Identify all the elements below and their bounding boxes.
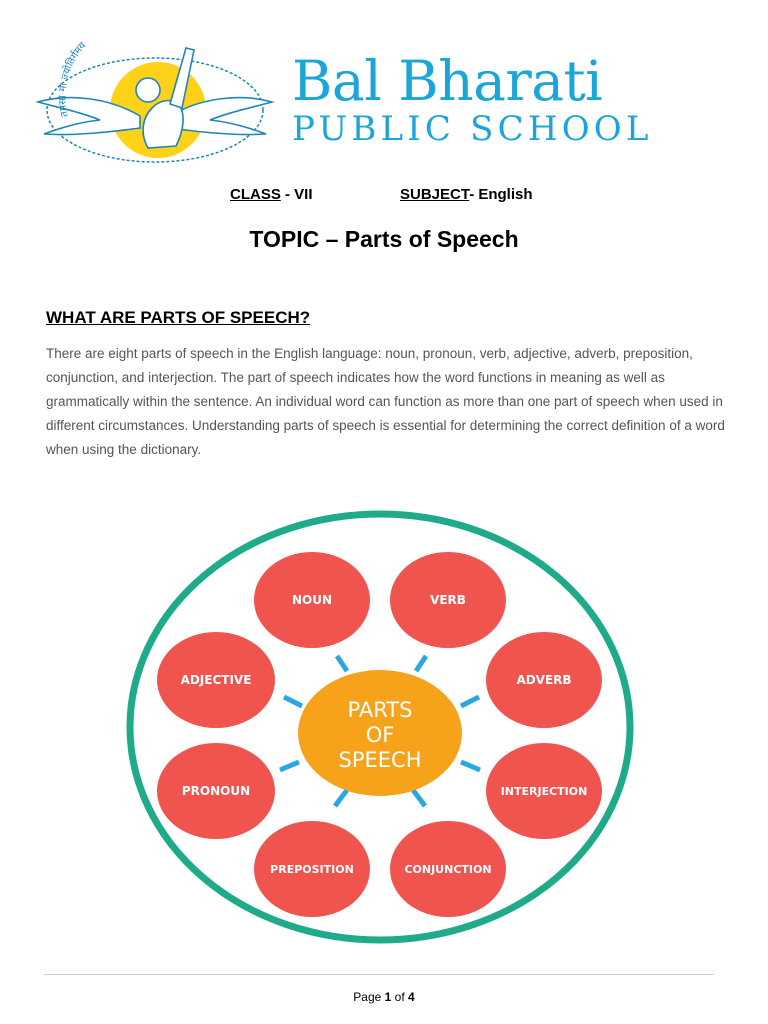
school-subtitle: PUBLIC SCHOOL <box>292 109 653 149</box>
class-info <box>230 186 313 203</box>
connector-pronoun <box>280 762 299 770</box>
node-verb <box>390 552 506 648</box>
section-heading: WHAT ARE PARTS OF SPEECH? <box>46 308 311 327</box>
logo-motto: तमसो मा ज्योतिर्गमय <box>57 40 89 118</box>
connector-preposition <box>335 790 347 806</box>
school-logo <box>30 38 280 168</box>
page-current: 1 <box>384 990 392 1004</box>
center-line-1: PARTS <box>347 698 413 722</box>
node-noun <box>254 552 370 648</box>
footer-divider <box>44 974 714 975</box>
page-title: TOPIC – Parts of Speech <box>249 226 519 252</box>
node-conjunction <box>390 821 506 917</box>
connector-adverb <box>461 697 479 706</box>
subject-label: SUBJECT <box>400 186 470 203</box>
page-of: of <box>391 990 409 1004</box>
school-name: Bal Bharati <box>292 49 603 113</box>
node-adverb <box>486 632 602 728</box>
node-noun-label: NOUN <box>291 593 333 607</box>
class-subject-row <box>230 186 533 203</box>
node-interjection-label: INTERJECTION <box>500 785 588 798</box>
connector-noun <box>337 656 347 671</box>
class-value: - VII <box>280 186 313 203</box>
center-node <box>298 670 462 796</box>
connector-interjection <box>461 762 480 770</box>
connector-conjunction <box>413 790 425 806</box>
subject-info <box>400 186 533 203</box>
center-line-3: SPEECH <box>338 748 422 772</box>
connector-adjective <box>284 697 302 706</box>
center-line-2: OF <box>365 723 395 747</box>
node-preposition-label: PREPOSITION <box>270 863 354 876</box>
school-header <box>0 0 768 175</box>
page-total: 4 <box>408 990 415 1004</box>
class-label: CLASS <box>230 186 281 203</box>
node-verb-label: VERB <box>430 593 466 607</box>
node-adjective <box>157 632 275 728</box>
page-footer <box>0 990 768 1004</box>
node-pronoun-label: PRONOUN <box>181 784 251 798</box>
subject-value: - English <box>469 186 533 203</box>
connector-verb <box>416 656 426 671</box>
node-preposition <box>254 821 370 917</box>
node-interjection <box>486 743 602 839</box>
node-pronoun <box>157 743 275 839</box>
parts-of-speech-diagram <box>124 508 636 946</box>
node-adjective-label: ADJECTIVE <box>180 673 252 687</box>
node-adverb-label: ADVERB <box>516 673 572 687</box>
intro-paragraph: There are eight parts of speech in the English language: noun, pronoun, verb, adjective, adverb, preposition, conjunction, and interjection. The part of speech indicates how the word functions in meaning as well as grammatically within the sentence. An individual word can function as more than one part of speech when used in different circumstances. Understanding parts of speech is essential for determining the correct definition of a word when using the dictionary. <box>46 346 725 457</box>
node-conjunction-label: CONJUNCTION <box>404 863 492 876</box>
page-label: Page <box>353 990 385 1004</box>
